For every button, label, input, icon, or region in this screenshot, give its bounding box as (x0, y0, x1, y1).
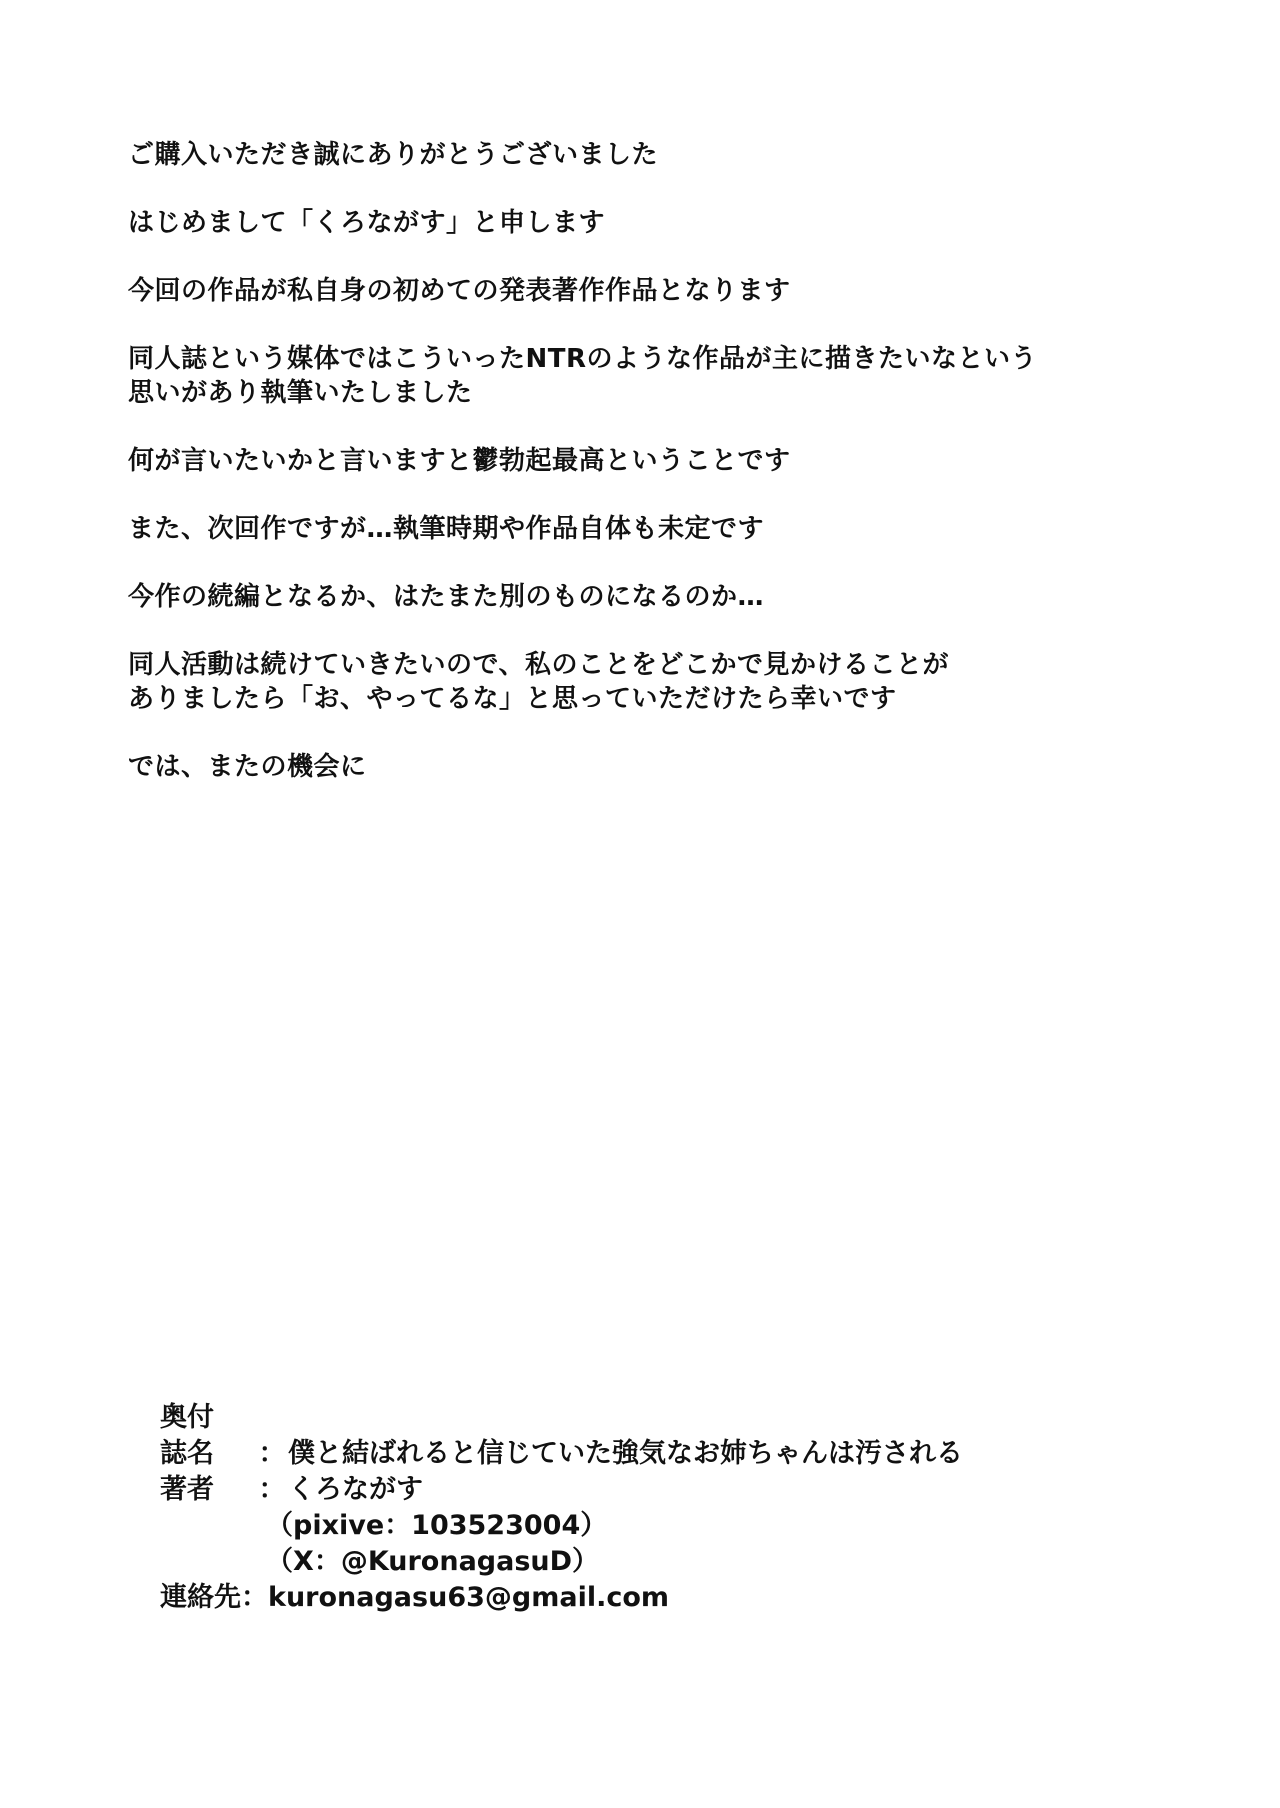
afterword-line: 今回の作品が私自身の初めての発表著作作品となります (128, 276, 791, 306)
title-separator: ： (258, 1438, 286, 1469)
title-value: 僕と結ばれると信じていた強気なお姉ちゃんは汚される (288, 1438, 963, 1469)
afterword-line: ありましたら「お、やってるな」と思っていただけたら幸いです (128, 684, 897, 714)
author-label: 著者 (160, 1474, 214, 1505)
afterword-paragraph-3 (128, 274, 1168, 308)
colophon-x-row (160, 1544, 1160, 1580)
pixiv-id: （pixive：103523004） (266, 1510, 608, 1541)
afterword-line: 同人活動は続けていきたいので、私のことをどこかで見かけることが (128, 650, 949, 680)
afterword-line: 何が言いたいかと言いますと鬱勃起最高ということです (128, 446, 791, 476)
colophon-pixiv-row (160, 1508, 1160, 1544)
contact-label: 連絡先 (160, 1582, 241, 1613)
colophon (160, 1400, 1160, 1616)
afterword-paragraph-2 (128, 206, 1168, 240)
afterword-paragraph-9 (128, 750, 1168, 784)
afterword-paragraph-5 (128, 444, 1168, 478)
afterword-line: 思いがあり執筆いたしました (128, 378, 473, 408)
colophon-author-row (160, 1472, 1160, 1508)
colophon-contact-row (160, 1580, 1160, 1616)
colophon-heading-row (160, 1400, 1160, 1436)
afterword-paragraph-6 (128, 512, 1168, 546)
colophon-title-row (160, 1436, 1160, 1472)
afterword-line: ご購入いただき誠にありがとうございました (128, 140, 659, 170)
afterword-line: 今作の続編となるか、はたまた別のものになるのか… (128, 582, 765, 612)
author-separator: ： (258, 1474, 286, 1505)
afterword-paragraph-7 (128, 580, 1168, 614)
contact-separator: ： (241, 1582, 268, 1613)
colophon-heading: 奥付 (160, 1402, 214, 1433)
author-value: くろながす (288, 1474, 423, 1505)
afterword-paragraph-8 (128, 648, 1168, 716)
afterword-line: はじめまして「くろながす」と申します (128, 208, 606, 238)
contact-email: kuronagasu63@gmail.com (268, 1582, 670, 1613)
title-label: 誌名 (160, 1438, 214, 1469)
afterword-line: 同人誌という媒体ではこういったNTRのような作品が主に描きたいなという (128, 344, 1038, 374)
afterword-text (128, 138, 1168, 818)
x-handle: （X：@KuronagasuD） (266, 1546, 600, 1577)
afterword-line: また、次回作ですが…執筆時期や作品自体も未定です (128, 514, 765, 544)
afterword-paragraph-4 (128, 342, 1168, 410)
afterword-paragraph-1 (128, 138, 1168, 172)
afterword-line: では、またの機会に (128, 752, 367, 782)
